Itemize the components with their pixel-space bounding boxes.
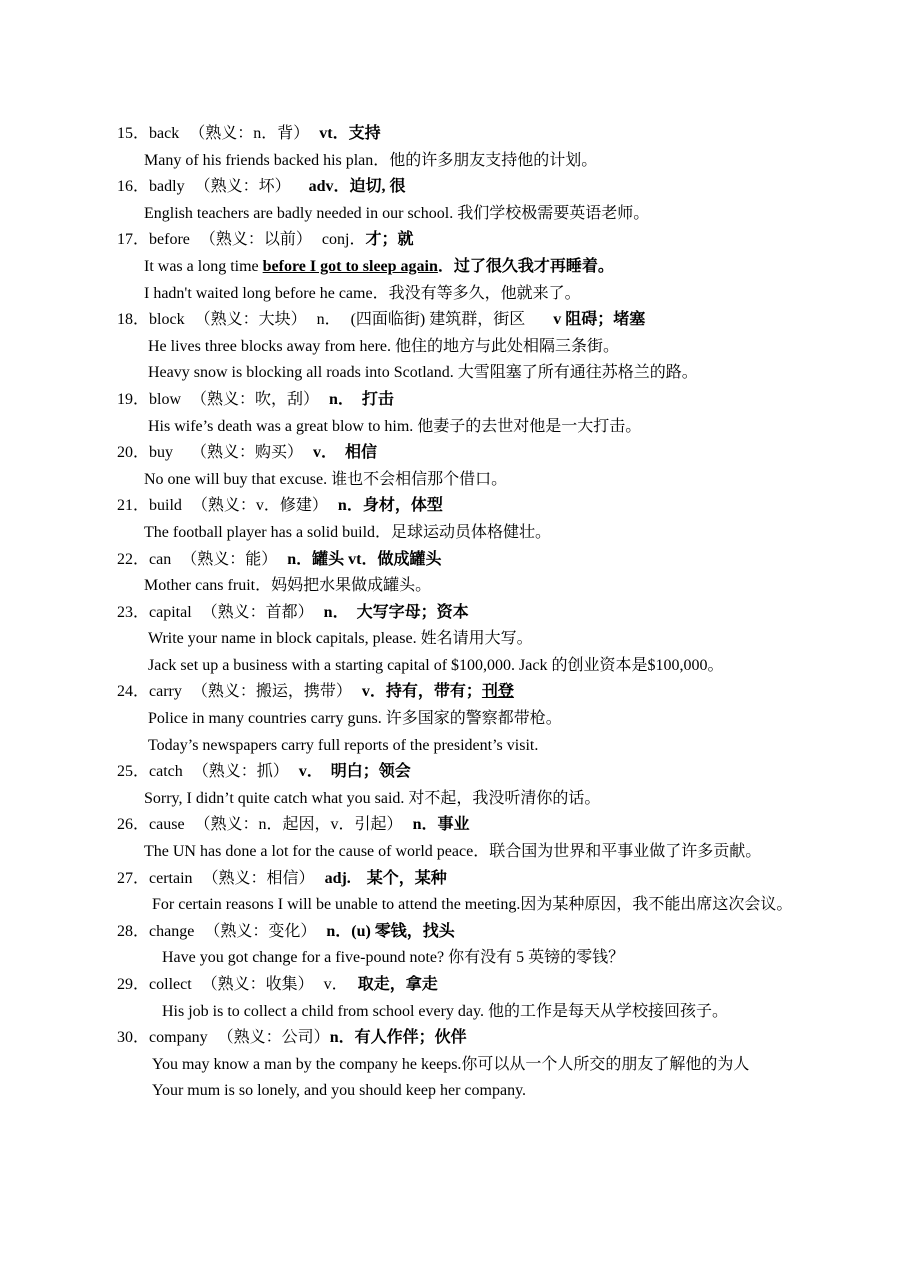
gloss: (四面临街) 建筑群，街区 [350,311,526,329]
entry-number: 15． [117,125,150,142]
entry-word: catch [149,763,183,781]
entry-number: 30． [117,1029,150,1047]
example-sentence: He lives three blocks away from here. 他住的地方与此处相隔三条街。 [148,337,620,355]
familiar-meaning: （熟义：n．背） [189,125,310,142]
entry-word: cause [149,816,185,834]
entry-word: blow [149,390,182,408]
entry-word: certain [149,869,193,887]
entry-head [117,600,897,627]
familiar-meaning: （熟义：大块） [194,311,307,329]
entry-word: block [149,311,185,329]
entry-number: 29． [117,976,150,993]
new-meaning: n．身材，体型 [337,497,443,515]
new-meaning: 才；就 [365,231,414,249]
familiar-meaning: （熟义：v．修建） [191,497,328,515]
entry-number: 27． [117,869,150,887]
new-meaning: n．(u) 零钱，找头 [326,922,455,940]
entry-head [117,679,897,706]
example-sentence: Today’s newspapers carry full reports of the president’s visit. [148,736,539,754]
example-sentence: The UN has done a lot for the cause of world peace．联合国为世界和平事业做了许多贡献。 [144,843,762,861]
example-sentence: Your mum is so lonely, and you should keep her company. [152,1082,527,1100]
entry-number: 16． [117,178,150,196]
entry-number: 22． [117,550,150,568]
familiar-meaning: （熟义：以前） [199,231,312,249]
new-meaning: n．罐头 vt．做成罐头 [287,550,442,568]
entry-number: 24． [117,683,150,701]
entry-head [117,387,897,414]
familiar-meaning: （熟义：收集） [201,976,314,993]
example-sentence: For certain reasons I will be unable to attend the meeting.因为某种原因，我不能出席这次会议。 [152,896,793,914]
familiar-meaning: （熟义：抓） [192,763,289,781]
entry-word: capital [149,603,192,621]
entry-word: buy [149,444,174,462]
entry-word: can [149,550,172,568]
familiar-meaning: （熟义：变化） [204,922,317,940]
entry-head [117,493,897,520]
entry-number: 28． [117,922,150,940]
entry-head [117,972,897,999]
entry-head [117,121,897,148]
example-sentence: The football player has a solid build．足球运动员体格健壮。 [144,523,552,541]
new-meaning: n．有人作伴；伙伴 [329,1029,467,1047]
example-sentence: It was a long time before I got to sleep again．过了很久我才再睡着。 [144,257,614,275]
entry-word: change [149,922,195,940]
part-of-speech: n． [316,311,341,329]
entry-word: collect [149,976,192,993]
entry-number: 21． [117,497,150,515]
underlined-meaning: 刊登 [481,683,514,701]
example-sentence: Many of his friends backed his plan．他的许多朋友支持他的计划。 [144,151,598,169]
new-meaning: adj. 某个，某种 [324,869,447,887]
new-meaning: adv．迫切, 很 [308,178,406,196]
entry-word: company [149,1029,208,1047]
entry-head [117,227,897,254]
new-meaning: 取走，拿走 [357,976,438,993]
part-of-speech: conj． [321,231,366,249]
entry-number: 17． [117,231,150,249]
new-meaning: n． 打击 [329,390,394,408]
entry-number: 26． [117,816,150,834]
familiar-meaning: （熟义：购买） [191,444,304,462]
familiar-meaning: （熟义：坏） [194,178,291,196]
entry-head [117,547,897,574]
familiar-meaning: （熟义：能） [181,550,278,568]
example-sentence: Write your name in block capitals, please. 姓名请用大写。 [148,630,533,648]
entry-head [117,307,897,334]
new-meaning: vt．支持 [319,125,381,142]
entry-number: 20． [117,444,150,462]
new-meaning: v．持有，带有； [361,683,482,701]
entry-number: 25． [117,763,150,781]
example-sentence: No one will buy that excuse. 谁也不会相信那个借口。 [144,470,508,488]
familiar-meaning: （熟义：相信） [202,869,315,887]
new-meaning: n． 大写字母；资本 [323,603,469,621]
entry-word: build [149,497,182,515]
new-meaning: v． 相信 [313,444,378,462]
example-sentence: Heavy snow is blocking all roads into Scotland. 大雪阻塞了所有通往苏格兰的路。 [148,364,698,382]
familiar-meaning: （熟义：公司） [217,1029,330,1047]
entry-head [117,759,897,786]
entry-head [117,866,897,893]
entry-head [117,174,897,201]
entry-number: 23． [117,603,150,621]
part-of-speech: v． [323,976,348,993]
example-sentence: His wife’s death was a great blow to him. 他妻子的去世对他是一大打击。 [148,417,642,435]
familiar-meaning: （熟义：首都） [201,603,314,621]
familiar-meaning: （熟义：搬运，携带） [191,683,352,701]
entry-head [117,812,897,839]
entry-head [117,440,897,467]
example-sentence: Police in many countries carry guns. 许多国家的警察都带枪。 [148,710,562,728]
familiar-meaning: （熟义：n．起因，v．引起） [194,816,403,834]
underlined-phrase: before I got to sleep again [262,257,438,275]
example-sentence: His job is to collect a child from school every day. 他的工作是每天从学校接回孩子。 [162,1002,728,1020]
example-sentence: Sorry, I didn’t quite catch what you said. 对不起，我没听清你的话。 [144,789,601,807]
entry-word: badly [149,178,185,196]
example-sentence: Mother cans fruit．妈妈把水果做成罐头。 [144,577,432,595]
familiar-meaning: （熟义：吹，刮） [191,390,320,408]
example-sentence: English teachers are badly needed in our school. 我们学校极需要英语老师。 [144,204,650,222]
new-meaning: v． 明白；领会 [298,763,411,781]
entry-word: carry [149,683,182,701]
example-sentence: Have you got change for a five-pound note? 你有没有 5 英镑的零钱？ [162,949,625,967]
new-meaning: n．事业 [412,816,470,834]
vocabulary-list [117,121,897,1105]
example-sentence: You may know a man by the company he keeps.你可以从一个人所交的朋友了解他的为人 [152,1055,750,1073]
entry-number: 19． [117,390,150,408]
example-sentence: I hadn't waited long before he came．我没有等多久，他就来了。 [144,284,581,302]
entry-number: 18． [117,311,150,329]
example-sentence: Jack set up a business with a starting capital of $100,000. Jack 的创业资本是$100,000。 [148,656,724,674]
entry-head [117,1025,897,1052]
entry-head [117,919,897,946]
entry-word: before [149,231,190,249]
new-meaning: v 阻碍；堵塞 [553,311,646,329]
entry-word: back [149,125,180,142]
